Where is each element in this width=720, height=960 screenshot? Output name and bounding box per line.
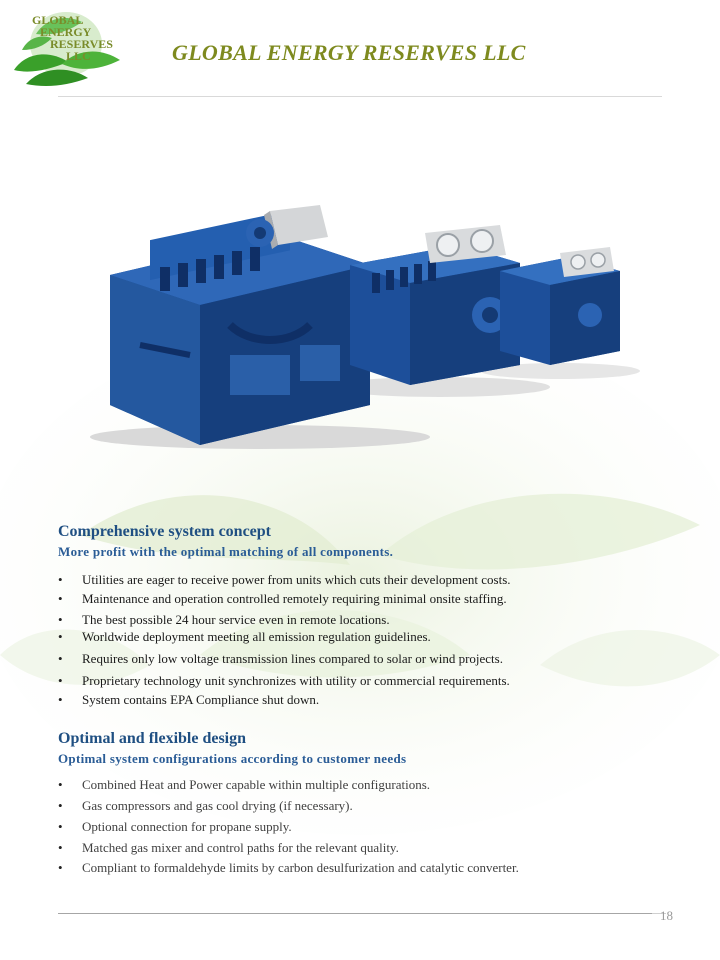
list-item: • Compliant to formaldehyde limits by carbon desulfurization and catalytic converter. (58, 860, 678, 880)
list-item: • Requires only low voltage transmission lines compared to solar or wind projects. (58, 651, 678, 673)
list-item: • Combined Heat and Power capable within multiple configurations. (58, 777, 678, 798)
logo-line-3: RESERVES (50, 37, 113, 51)
list-item: • Maintenance and operation controlled remotely requiring minimal onsite staffing. (58, 591, 678, 612)
list-item: • Worldwide deployment meeting all emission regulation guidelines. (58, 629, 678, 651)
logo-line-1: GLOBAL (32, 13, 84, 27)
footer-divider (58, 913, 656, 914)
list-item: • Gas compressors and gas cool drying (if necessary). (58, 798, 678, 819)
list-item: • Utilities are eager to receive power from units which cuts their development costs. (58, 572, 678, 591)
gas-generator-units-photo (80, 175, 640, 465)
section-1-title: Comprehensive system concept (58, 523, 272, 540)
logo-line-4: LLC (66, 49, 91, 63)
page-title: GLOBAL ENERGY RESERVES LLC (172, 40, 526, 65)
logo-line-2: ENERGY (40, 25, 92, 39)
list-item: • System contains EPA Compliance shut down. (58, 692, 678, 711)
list-item: • The best possible 24 hour service even in remote locations. (58, 612, 678, 629)
section-1-subtitle: More profit with the optimal matching of all components. (58, 544, 394, 559)
section-1-bullet-list (58, 572, 678, 711)
list-item: • Matched gas mixer and control paths for the relevant quality. (58, 840, 678, 860)
logo-text (32, 14, 113, 62)
section-2-bullet-list (58, 777, 678, 880)
page-number: 18 (660, 908, 673, 923)
header-divider (58, 96, 662, 97)
section-2-subtitle: Optimal system configurations according to customer needs (58, 751, 407, 766)
section-2-title: Optimal and flexible design (58, 730, 247, 747)
list-item: • Optional connection for propane supply. (58, 819, 678, 840)
list-item: • Proprietary technology unit synchronizes with utility or commercial requirements. (58, 673, 678, 692)
